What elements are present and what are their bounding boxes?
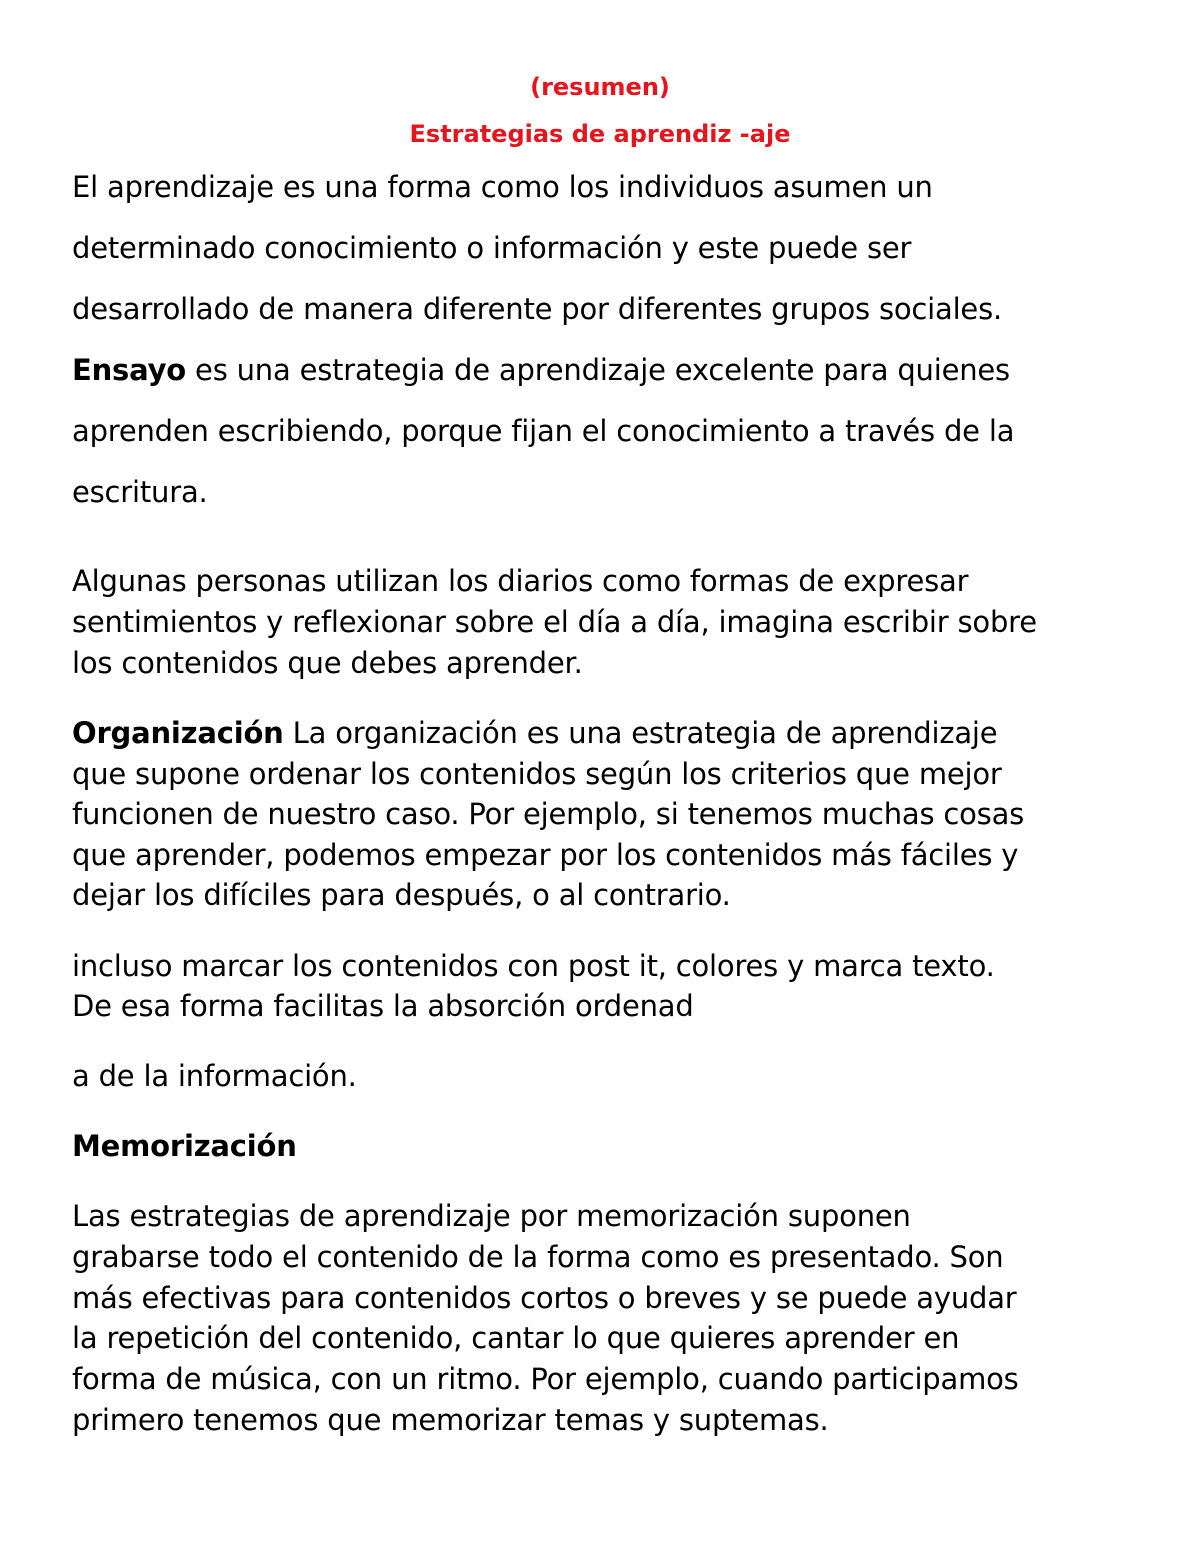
subtitle: (resumen) bbox=[530, 73, 670, 101]
organizacion-extra-line: a de la información. bbox=[72, 1059, 357, 1093]
organizacion-extra-line: De esa forma facilitas la absorción ordenad bbox=[72, 989, 694, 1023]
memorizacion-heading: Memorización bbox=[72, 1129, 297, 1163]
memorizacion-line: la repetición del contenido, cantar lo que quieres aprender en bbox=[72, 1321, 960, 1355]
ensayo-line: aprenden escribiendo, porque fijan el conocimiento a través de la bbox=[72, 414, 1015, 448]
memorizacion-line: grabarse todo el contenido de la forma como es presentado. Son bbox=[72, 1240, 1004, 1274]
memorizacion-line: primero tenemos que memorizar temas y suptemas. bbox=[72, 1403, 829, 1437]
ensayo-line: escritura. bbox=[72, 475, 208, 509]
intro-line: El aprendizaje es una forma como los individuos asumen un bbox=[72, 170, 933, 204]
organizacion-line bbox=[72, 715, 997, 751]
organizacion-line: dejar los difíciles para después, o al contrario. bbox=[72, 878, 731, 912]
diarios-line: los contenidos que debes aprender. bbox=[72, 646, 583, 680]
intro-line: determinado conocimiento o información y este puede ser bbox=[72, 231, 912, 265]
organizacion-line: que supone ordenar los contenidos según los criterios que mejor bbox=[72, 757, 1002, 791]
ensayo-text: es una estrategia de aprendizaje excelente para quienes bbox=[186, 353, 1010, 387]
organizacion-line: funcionen de nuestro caso. Por ejemplo, si tenemos muchas cosas bbox=[72, 797, 1025, 831]
memorizacion-line: Las estrategias de aprendizaje por memorización suponen bbox=[72, 1199, 911, 1233]
diarios-line: sentimientos y reflexionar sobre el día a día, imagina escribir sobre bbox=[72, 605, 1037, 639]
diarios-line: Algunas personas utilizan los diarios como formas de expresar bbox=[72, 564, 969, 598]
ensayo-line bbox=[72, 352, 1010, 388]
memorizacion-line: más efectivas para contenidos cortos o breves y se puede ayudar bbox=[72, 1281, 1017, 1315]
organizacion-text: La organización es una estrategia de aprendizaje bbox=[283, 716, 998, 750]
ensayo-term: Ensayo bbox=[72, 353, 187, 387]
memorizacion-line: forma de música, con un ritmo. Por ejemplo, cuando participamos bbox=[72, 1362, 1019, 1396]
intro-line: desarrollado de manera diferente por diferentes grupos sociales. bbox=[72, 292, 1002, 326]
document-title: Estrategias de aprendiz -aje bbox=[409, 120, 791, 148]
organizacion-extra-line: incluso marcar los contenidos con post it, colores y marca texto. bbox=[72, 949, 995, 983]
organizacion-term: Organización bbox=[72, 716, 284, 750]
organizacion-line: que aprender, podemos empezar por los contenidos más fáciles y bbox=[72, 838, 1019, 872]
